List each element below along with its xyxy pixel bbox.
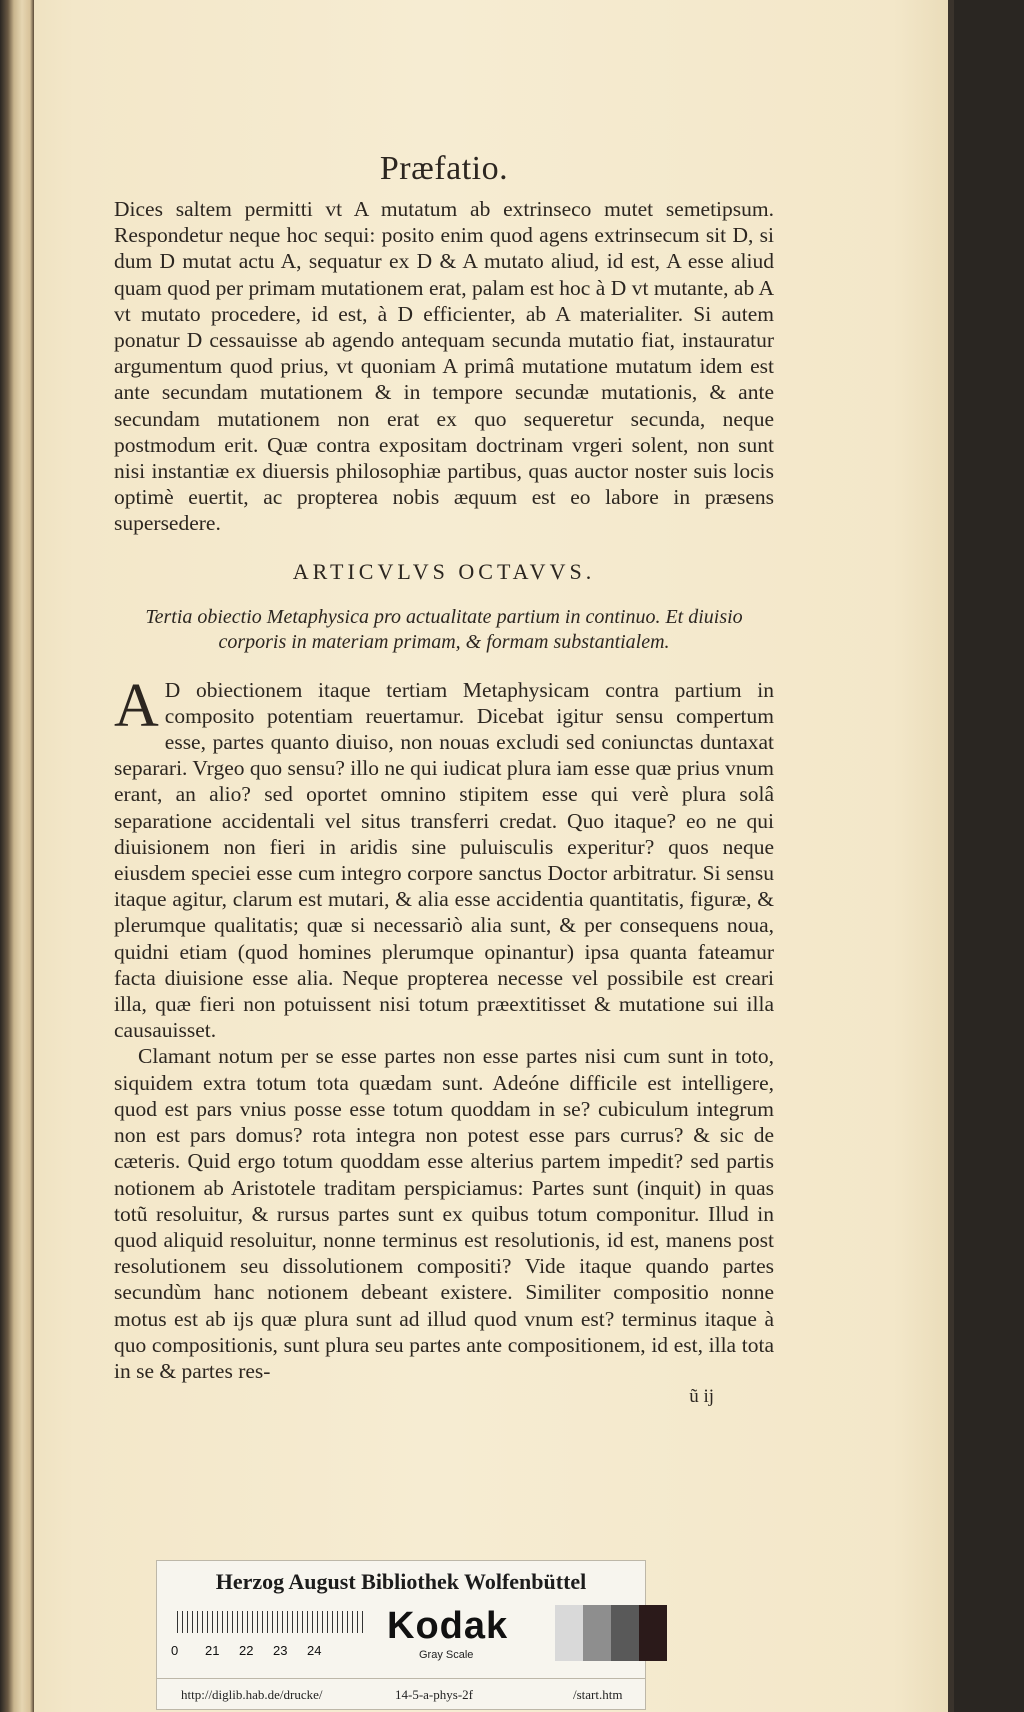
scan-book-edge — [0, 0, 34, 1712]
gray-scale-label: Gray Scale — [419, 1649, 474, 1661]
ruler-number: 22 — [239, 1643, 254, 1658]
paragraph-3: Clamant notum per se esse partes non esse partes nisi cum sunt in toto, siquidem extra totum tota quædam sunt. Adeóne difficile est intelligere, quod est pars vnius posse esse totum quoddam in se? cubiculum integrum non est pars domus? rota integra non potest esse pars currus? & sic de cæteris. Quid ergo totum quoddam esse alterius partem impedit? sed partis notionem ab Aristotele traditam perspiciamus: Partes sunt (inquit) in quas totũ resoluitur, & rursus partes sunt ex quibus totum componitur. Illud in quod aliquid resoluitur, nonne terminus est resolutionis, id est, manens post resolutionem seu dissolutionem compositi? Vide itaque quando partes secundùm hanc notionem debeant existere. Similiter compositio nonne motus est ab ijs quæ plura sunt ad illud quod vnum est? terminus itaque à quo compositionis, sunt plura seu partes ante compositionem, id est, illa tota in se & partes res- — [114, 1044, 774, 1383]
paragraph-1: Dices saltem permitti vt A mutatum ab extrinseco mutet semetipsum. Respondetur neque hoc sequi: posito enim quod agens extrinsecum sit D, si dum D mutat actu A, sequatur ex D & A mutato aliud, id est, A esse aliud quam quod per primam mutationem erat, palam est hoc à D vt mutante, ab A vt mutato procedere, id est, à D efficienter, ab A materialiter. Si autem ponatur D cessauisse ab agendo antequam secunda mutatio fiat, instauratur argumentum quod prius, vt quoniam A primâ mutatione mutatum idem est ante secundam mutationem & in tempore secundæ mutationis, & ante secundam mutationem non erat ex quo sequeretur secunda, neque postmodum erit. Quæ contra expositam doctrinam vrgeri solent, non sunt nisi instantiæ ex diuersis philosophiæ partibus, quas auctor noster suis locis optimè euertit, ac propterea nobis æquum est eo labore in præsens supersedere. — [114, 197, 774, 536]
ruler-number: 0 — [171, 1643, 179, 1658]
ruler-number: 24 — [307, 1643, 322, 1658]
running-head: Præfatio. — [379, 150, 509, 187]
scale-ruler — [177, 1611, 367, 1633]
url-part-base: http://diglib.hab.de/drucke/ — [181, 1687, 323, 1702]
ruler-number: 23 — [273, 1643, 288, 1658]
page-text — [114, 150, 774, 1408]
library-color-card — [156, 1560, 646, 1710]
gray-swatch — [639, 1605, 667, 1661]
gray-swatch — [555, 1605, 583, 1661]
article-subtitle: Tertia obiectio Metaphysica pro actualitate partium in continuo. Et diuisio corporis in materiam primam, & formam substantialem. — [145, 605, 743, 653]
paragraph-2-container — [114, 671, 774, 1044]
article-title: ARTICVLVS OCTAVVS. — [292, 558, 596, 584]
paragraph-2: D obiectionem itaque tertiam Metaphysicam contra partium in composito potentiam reuertamur. Dicebat igitur sensu compertum esse, partes quanto diuiso, non nouas excludi sed coniunctas duntaxat separari. Vrgeo quo sensu? illo ne qui iudicat plura iam esse quæ prius vnum erant, an alio? sed oportet omnino stipitem esse qui verè plura solâ separatione accidentali vel situs transferri credat. Quo itaque? eo ne qui diuisionem non fieri in aridis sine puluisculis experitur? quos neque eiusdem speciei esse cum integro corpore sanctus Doctor arbitratur. Si sensu itaque agitur, clarum est mutari, & alia esse accidentia quantitatis, figuræ, & plerumque qualitatis; quæ si necessariò alia sunt, & per consequens noua, quidni etiam (quod homines plerumque opinantur) ipsa quanta fateamur facta diuisione esse alia. Neque propterea necesse vel possibile est creari illa, quæ fieri non potuissent nisi totum præextitisset & mutatione sui illa causauisset. — [114, 677, 774, 1043]
url-part-id: 14-5-a-phys-2f — [395, 1687, 473, 1702]
drop-cap: A — [114, 671, 159, 740]
signature-mark: ũ ij — [689, 1386, 714, 1408]
gray-swatches — [555, 1605, 667, 1661]
gray-swatch — [583, 1605, 611, 1661]
ruler-number: 21 — [205, 1643, 220, 1658]
kodak-logo: Kodak — [387, 1605, 509, 1647]
ruler-numbers — [171, 1643, 371, 1658]
book-page — [34, 0, 954, 1712]
url-part-start: /start.htm — [573, 1687, 623, 1702]
card-url-footer — [157, 1678, 645, 1709]
library-name: Herzog August Bibliothek Wolfenbüttel — [215, 1569, 587, 1594]
gray-swatch — [611, 1605, 639, 1661]
